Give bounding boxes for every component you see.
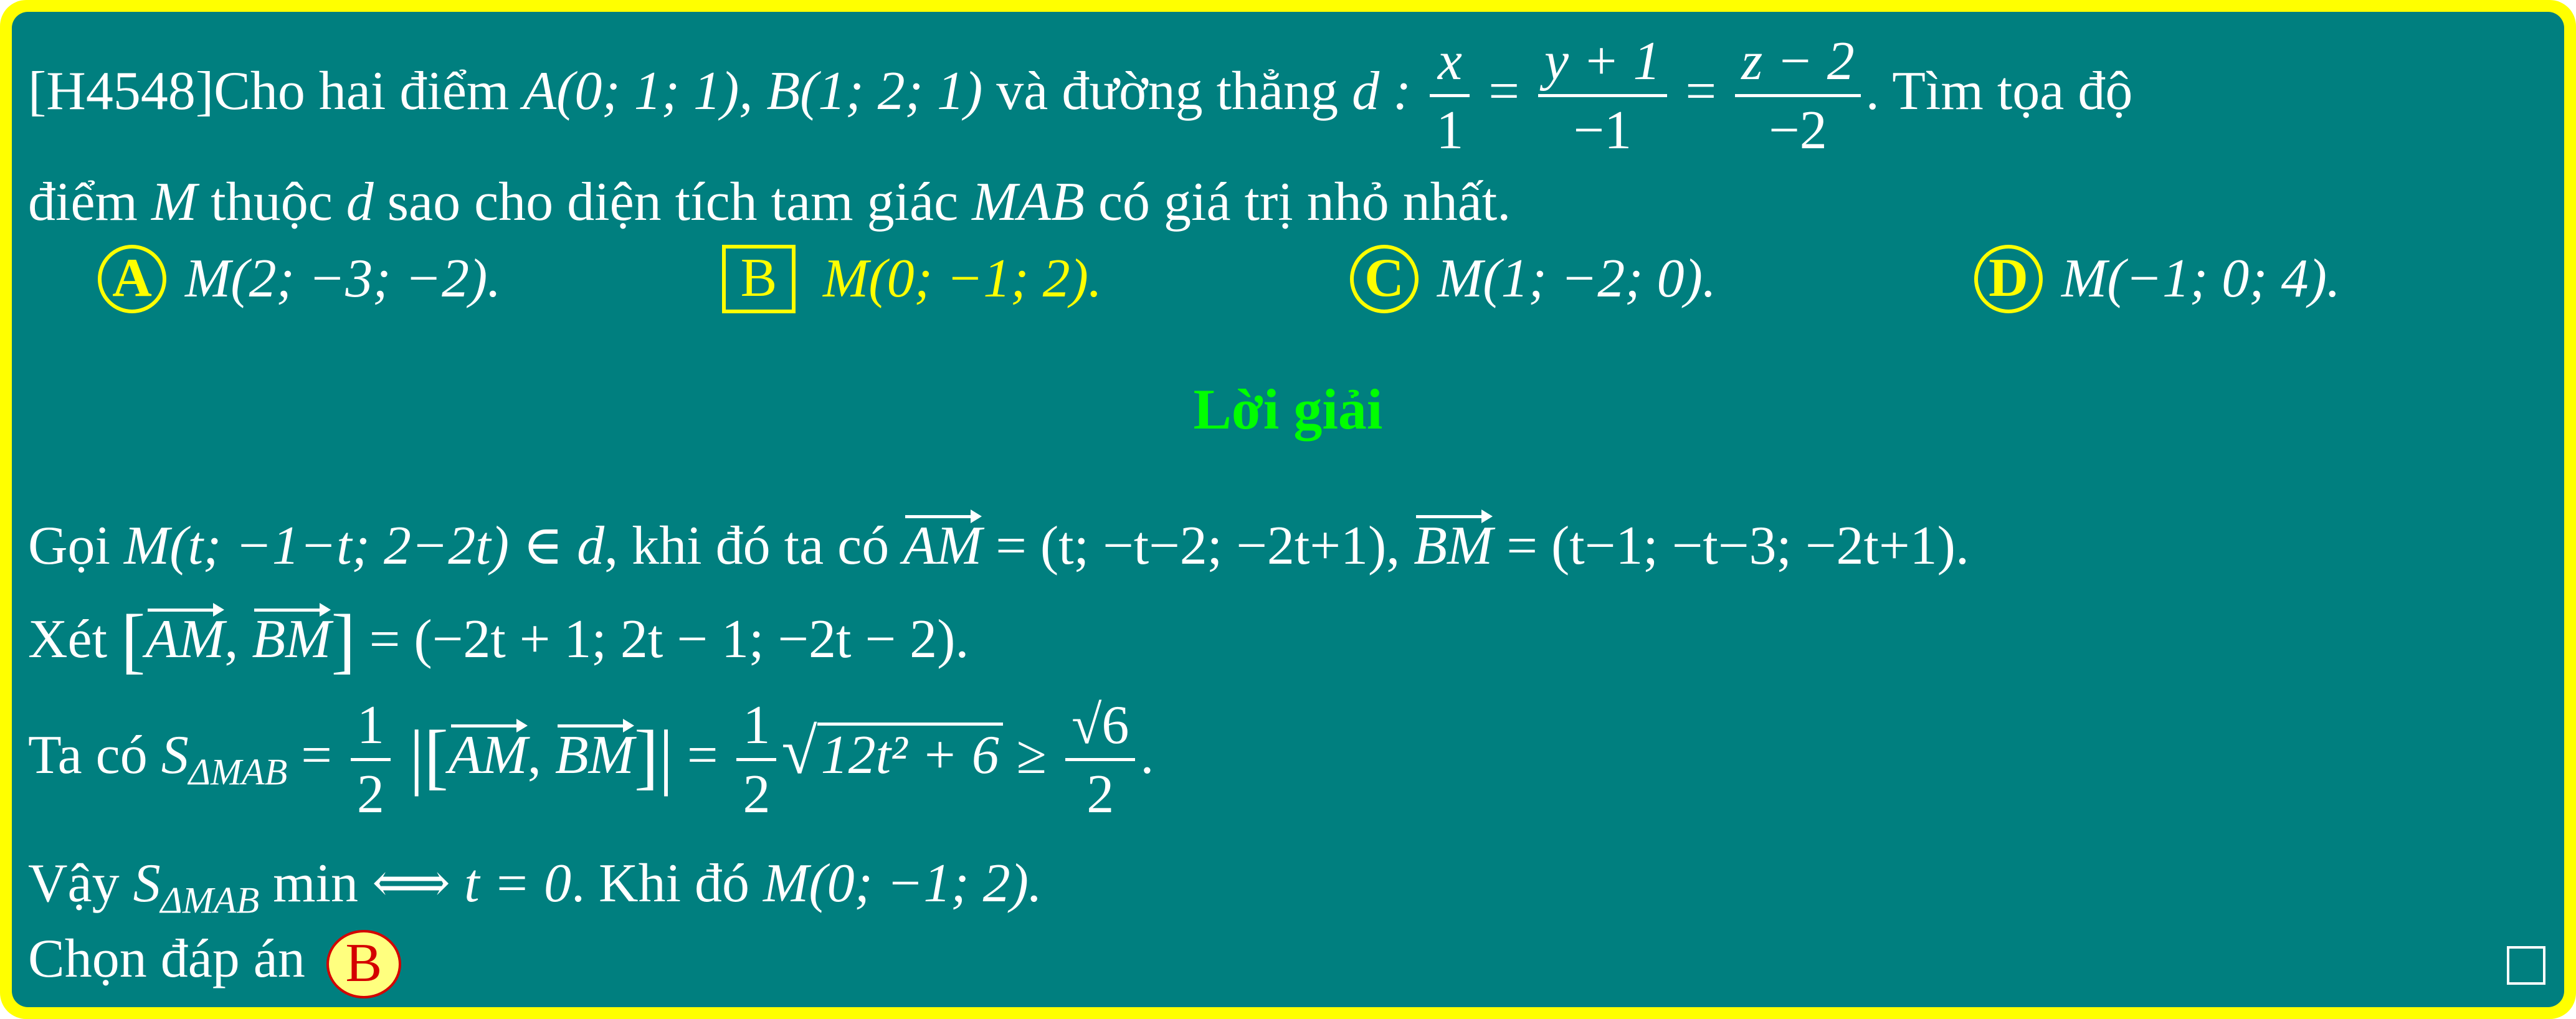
bracket-open: [ xyxy=(121,599,146,681)
comma: , xyxy=(527,725,541,786)
question-text: điểm xyxy=(28,172,138,232)
question-text: sao cho diện tích tam giác xyxy=(387,172,959,232)
option-letter-b: B xyxy=(722,245,796,313)
equals-sign: = xyxy=(1685,61,1717,122)
solution-line-4 xyxy=(28,853,1042,921)
question-line-1 xyxy=(28,33,2132,160)
abs-close: ]| xyxy=(634,715,673,797)
qed-square-icon xyxy=(2507,946,2545,985)
option-c[interactable] xyxy=(1350,245,1716,313)
option-text-a: M(2; −3; −2). xyxy=(185,249,501,309)
vector-am: AM xyxy=(145,609,225,670)
solution-line-2 xyxy=(28,599,969,681)
vector-bm: BM xyxy=(554,725,634,786)
area-subscript: ΔMAB xyxy=(188,751,288,793)
fraction-result: $\frac{√6}{2}$ xyxy=(1065,697,1135,824)
triangle-mab: MAB xyxy=(972,172,1085,232)
solution-text: . Khi đó xyxy=(571,853,750,914)
option-letter-c: C xyxy=(1350,245,1419,313)
vector-am-value: = (t; −t−2; −2t+1), xyxy=(996,516,1400,576)
point-m-param: M(t; −1−t; 2−2t) ∈ d xyxy=(124,516,605,576)
question-and-line: và đường thẳng xyxy=(996,61,1339,122)
vector-bm: BM xyxy=(252,609,331,670)
choose-answer-label: Chọn đáp án xyxy=(28,929,305,990)
solution-text: Gọi xyxy=(28,516,110,576)
t-value: t = 0 xyxy=(464,853,572,914)
comma: , xyxy=(224,609,239,670)
solution-line-5 xyxy=(28,930,401,998)
vector-am: AM xyxy=(903,516,982,576)
solution-line-1 xyxy=(28,515,1969,574)
question-points: A(0; 1; 1), B(1; 2; 1) xyxy=(523,61,983,122)
point-m: M xyxy=(151,172,197,232)
period: . xyxy=(1140,725,1154,786)
equals-sign: = xyxy=(687,725,718,786)
vector-am: AM xyxy=(448,725,528,786)
option-text-b: M(0; −1; 2). xyxy=(823,249,1102,309)
equals-sign: = xyxy=(301,725,332,786)
solution-text: Xét xyxy=(28,609,108,670)
solution-line-3 xyxy=(28,697,1154,824)
question-text: thuộc xyxy=(211,172,333,232)
answer-badge: B xyxy=(326,930,401,998)
vector-bm-value: = (t−1; −t−3; −2t+1). xyxy=(1506,516,1969,576)
equals-sign: = xyxy=(1488,61,1520,122)
fraction-y: $\frac{y + 1}{-1}$ xyxy=(1538,33,1666,160)
question-id: [H4548] xyxy=(28,61,214,122)
option-b[interactable] xyxy=(722,245,1102,313)
area-subscript: ΔMAB xyxy=(160,879,260,921)
solution-text: Vậy xyxy=(28,853,120,914)
cross-product-value: = (−2t + 1; 2t − 1; −2t − 2). xyxy=(369,609,969,670)
question-text: có giá trị nhỏ nhất. xyxy=(1098,172,1511,232)
question-intro: Cho hai điểm xyxy=(214,61,510,122)
fraction-half: $\frac{1}{2}$ xyxy=(351,697,391,824)
bracket-close: ] xyxy=(331,599,356,681)
ge-sign: ≥ xyxy=(1016,725,1047,786)
fraction-z: $\frac{z - 2}{-2}$ xyxy=(1735,33,1861,160)
sqrt-icon: √ xyxy=(781,716,817,788)
option-letter-d: D xyxy=(1974,245,2043,313)
solution-text: , khi đó ta có xyxy=(604,516,890,576)
option-letter-a: A xyxy=(98,245,166,313)
sqrt-expression: 12t² + 6 xyxy=(817,723,1003,783)
area-symbol: S xyxy=(161,725,189,786)
fraction-x: $\frac{x}{1}$ xyxy=(1430,33,1470,160)
solution-text: Ta có xyxy=(28,725,148,786)
line-d: d xyxy=(346,172,374,232)
option-text-d: M(−1; 0; 4). xyxy=(2061,249,2341,309)
solution-title: Lời giải xyxy=(1193,377,1383,441)
result-point: M(0; −1; 2). xyxy=(763,853,1042,914)
question-tail: . Tìm tọa độ xyxy=(1865,61,2133,122)
area-symbol: S xyxy=(133,853,161,914)
option-a[interactable] xyxy=(98,245,501,313)
abs-open: |[ xyxy=(409,715,449,797)
option-text-c: M(1; −2; 0). xyxy=(1437,249,1716,309)
question-line-2 xyxy=(28,172,1511,232)
min-iff: min ⟺ xyxy=(273,853,451,914)
vector-bm: BM xyxy=(1414,516,1493,576)
line-name: d : xyxy=(1352,61,1412,122)
problem-panel xyxy=(12,12,2564,1007)
fraction-half: $\frac{1}{2}$ xyxy=(736,697,776,824)
option-d[interactable] xyxy=(1974,245,2341,313)
